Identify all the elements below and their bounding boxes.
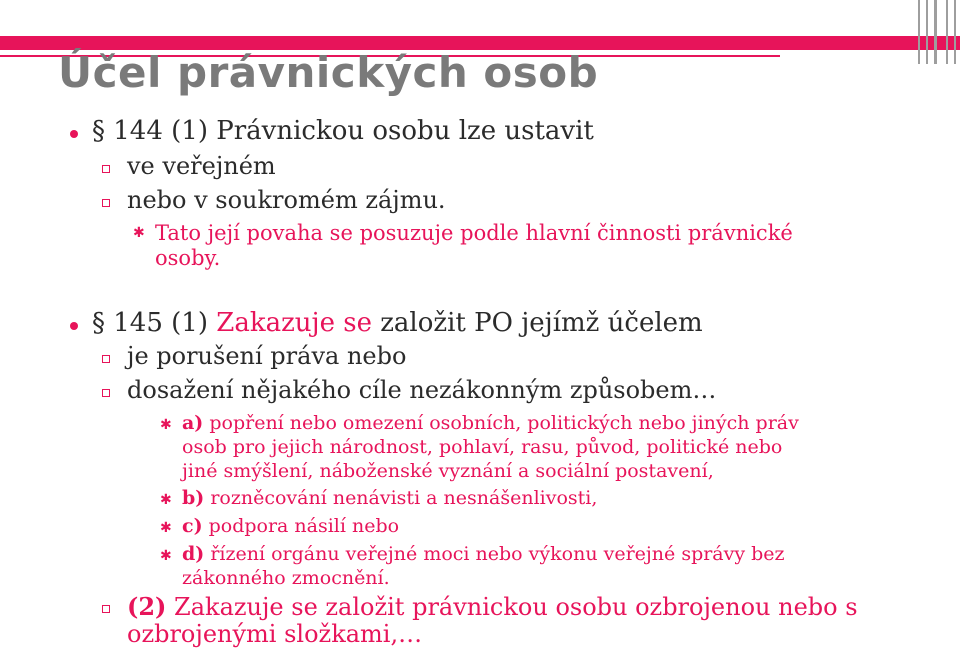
item-c [182,515,399,537]
item-c-label: c) [182,515,203,537]
section1-note-line1: Tato její povaha se posuzuje podle hlavní činnosti právnické [155,221,793,245]
bullet-square [102,355,110,363]
bullet-square [102,389,110,397]
item-d-label: d) [182,543,205,565]
lead-text: Právnickou osobu lze ustavit [207,116,594,146]
bullet-star: ✱ [160,520,172,536]
section2-lead [92,308,703,338]
bullet-dot [70,130,78,138]
bullet-dot [70,322,78,330]
section2-sub1: je porušení práva nebo [127,342,407,370]
item-b [182,487,597,509]
para2-ref: (2) [127,592,167,621]
section1-sub2: nebo v soukromém zájmu. [127,186,446,214]
paragraph-ref: § 144 (1) [92,116,208,146]
para2-line1 [127,592,858,621]
bullet-square [102,199,110,207]
item-a-label: a) [182,412,204,434]
item-c-text: podpora násilí nebo [202,515,400,537]
section1-note-line2: osoby. [155,246,221,270]
bullet-square [102,605,110,613]
header-band [0,0,960,36]
item-d-line2: zákonného zmocnění. [182,567,390,589]
bullet-square [102,165,110,173]
item-d-text: řízení orgánu veřejné moci nebo výkonu veřejné správy bez [204,543,785,565]
bullet-star: ✱ [160,417,172,433]
para2-text: Zakazuje se založit právnickou osobu ozbrojenou nebo s [166,593,858,621]
item-d-line1 [182,543,785,565]
section1-lead [92,116,594,146]
item-a-line1 [182,412,799,434]
section1-sub1: ve veřejném [127,152,276,180]
bullet-star: ✱ [133,225,145,241]
paragraph-ref: § 145 (1) [92,308,208,338]
item-a-line2: osob pro jejich národnost, pohlaví, rasu, původ, politické nebo [182,436,783,458]
lead-highlight: Zakazuje se [216,308,372,338]
corner-decoration [912,0,960,64]
item-a-text: popření nebo omezení osobních, politických nebo jiných práv [203,412,799,434]
para2-line2: ozbrojenými složkami,… [127,620,423,648]
lead-text: založit PO jejímž účelem [371,308,703,338]
slide-title: Účel právnických osob [58,48,599,97]
bullet-star: ✱ [160,548,172,564]
item-b-label: b) [182,487,205,509]
bullet-star: ✱ [160,492,172,508]
item-a-line3: jiné smýšlení, náboženské vyznání a sociální postavení, [182,460,714,482]
section2-sub2: dosažení nějakého cíle nezákonným způsobem… [127,376,717,404]
item-b-text: rozněcování nenávisti a nesnášenlivosti, [204,487,598,509]
